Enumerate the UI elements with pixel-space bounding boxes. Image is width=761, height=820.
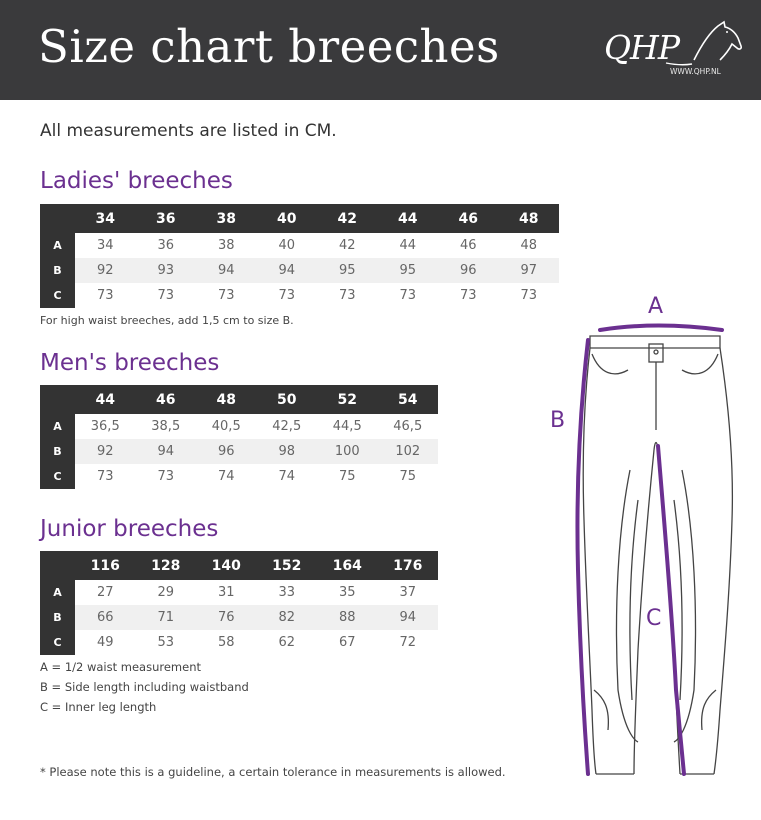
table-cell: 58 bbox=[196, 630, 257, 655]
table-cell: 35 bbox=[317, 580, 378, 605]
table-cell: 40 bbox=[257, 233, 318, 258]
table-row bbox=[40, 439, 438, 464]
table-cell: 93 bbox=[136, 258, 197, 283]
size-header: 44 bbox=[378, 204, 439, 233]
table-cell: 97 bbox=[499, 258, 560, 283]
table-cell: 46,5 bbox=[378, 414, 439, 439]
table-row bbox=[40, 630, 438, 655]
junior-title: Junior breeches bbox=[40, 516, 219, 542]
legend-c: C = Inner leg length bbox=[40, 700, 157, 714]
table-cell: 33 bbox=[257, 580, 318, 605]
table-cell: 73 bbox=[196, 283, 257, 308]
table-cell: 95 bbox=[317, 258, 378, 283]
table-corner bbox=[40, 551, 75, 580]
size-header: 38 bbox=[196, 204, 257, 233]
table-cell: 72 bbox=[378, 630, 439, 655]
size-header: 34 bbox=[75, 204, 136, 233]
size-header: 164 bbox=[317, 551, 378, 580]
intro-text: All measurements are listed in CM. bbox=[40, 121, 337, 141]
table-cell: 67 bbox=[317, 630, 378, 655]
table-row bbox=[40, 258, 559, 283]
table-cell: 37 bbox=[378, 580, 439, 605]
table-cell: 73 bbox=[378, 283, 439, 308]
table-cell: 98 bbox=[257, 439, 318, 464]
qhp-logo bbox=[596, 18, 746, 84]
table-corner bbox=[40, 385, 75, 414]
table-cell: 73 bbox=[75, 283, 136, 308]
row-label: B bbox=[40, 605, 75, 630]
table-cell: 75 bbox=[378, 464, 439, 489]
side-length-measure-line bbox=[577, 340, 588, 774]
table-cell: 34 bbox=[75, 233, 136, 258]
diagram-label-c: C bbox=[646, 606, 662, 631]
size-header: 140 bbox=[196, 551, 257, 580]
size-header: 42 bbox=[317, 204, 378, 233]
table-cell: 96 bbox=[196, 439, 257, 464]
table-header-row bbox=[40, 204, 559, 233]
diagram-label-a: A bbox=[648, 294, 664, 319]
table-header-row bbox=[40, 551, 438, 580]
size-header: 50 bbox=[257, 385, 318, 414]
table-cell: 40,5 bbox=[196, 414, 257, 439]
table-cell: 73 bbox=[136, 283, 197, 308]
breeches-diagram bbox=[548, 290, 761, 790]
table-cell: 46 bbox=[438, 233, 499, 258]
size-header: 152 bbox=[257, 551, 318, 580]
table-cell: 53 bbox=[136, 630, 197, 655]
tolerance-note: * Please note this is a guideline, a certain tolerance in measurements is allowed. bbox=[40, 765, 506, 779]
row-label: A bbox=[40, 233, 75, 258]
waist-measure-line bbox=[600, 326, 722, 331]
table-cell: 49 bbox=[75, 630, 136, 655]
table-header-row bbox=[40, 385, 438, 414]
table-cell: 73 bbox=[317, 283, 378, 308]
table-cell: 27 bbox=[75, 580, 136, 605]
table-cell: 36 bbox=[136, 233, 197, 258]
table-cell: 73 bbox=[257, 283, 318, 308]
size-header: 176 bbox=[378, 551, 439, 580]
table-row bbox=[40, 414, 438, 439]
table-cell: 94 bbox=[136, 439, 197, 464]
men-title: Men's breeches bbox=[40, 350, 220, 376]
ladies-size-table bbox=[40, 204, 559, 308]
table-cell: 74 bbox=[196, 464, 257, 489]
row-label: A bbox=[40, 414, 75, 439]
table-cell: 71 bbox=[136, 605, 197, 630]
table-cell: 96 bbox=[438, 258, 499, 283]
table-cell: 73 bbox=[499, 283, 560, 308]
row-label: C bbox=[40, 283, 75, 308]
table-row bbox=[40, 283, 559, 308]
size-header: 116 bbox=[75, 551, 136, 580]
table-cell: 73 bbox=[75, 464, 136, 489]
table-cell: 94 bbox=[196, 258, 257, 283]
row-label: B bbox=[40, 258, 75, 283]
table-cell: 76 bbox=[196, 605, 257, 630]
legend-a: A = 1/2 waist measurement bbox=[40, 660, 202, 674]
logo-url: WWW.QHP.NL bbox=[670, 67, 721, 76]
row-label: A bbox=[40, 580, 75, 605]
size-header: 128 bbox=[136, 551, 197, 580]
size-header: 52 bbox=[317, 385, 378, 414]
legend-b: B = Side length including waistband bbox=[40, 680, 249, 694]
logo-wordmark: QHP bbox=[604, 28, 680, 67]
table-cell: 73 bbox=[136, 464, 197, 489]
size-header: 44 bbox=[75, 385, 136, 414]
size-header: 48 bbox=[196, 385, 257, 414]
table-cell: 66 bbox=[75, 605, 136, 630]
table-cell: 92 bbox=[75, 439, 136, 464]
size-header: 36 bbox=[136, 204, 197, 233]
table-cell: 74 bbox=[257, 464, 318, 489]
table-cell: 38 bbox=[196, 233, 257, 258]
table-corner bbox=[40, 204, 75, 233]
size-header: 54 bbox=[378, 385, 439, 414]
table-row bbox=[40, 233, 559, 258]
table-cell: 62 bbox=[257, 630, 318, 655]
ladies-title: Ladies' breeches bbox=[40, 168, 233, 194]
table-row bbox=[40, 580, 438, 605]
row-label: C bbox=[40, 464, 75, 489]
table-cell: 44 bbox=[378, 233, 439, 258]
table-row bbox=[40, 464, 438, 489]
table-row bbox=[40, 605, 438, 630]
table-cell: 94 bbox=[257, 258, 318, 283]
table-cell: 92 bbox=[75, 258, 136, 283]
table-cell: 102 bbox=[378, 439, 439, 464]
table-cell: 100 bbox=[317, 439, 378, 464]
table-cell: 94 bbox=[378, 605, 439, 630]
table-cell: 82 bbox=[257, 605, 318, 630]
table-cell: 95 bbox=[378, 258, 439, 283]
high-waist-note: For high waist breeches, add 1,5 cm to size B. bbox=[40, 314, 294, 327]
table-cell: 42,5 bbox=[257, 414, 318, 439]
page-header bbox=[0, 0, 761, 100]
page-title: Size chart breeches bbox=[38, 20, 500, 73]
row-label: C bbox=[40, 630, 75, 655]
table-cell: 31 bbox=[196, 580, 257, 605]
junior-size-table bbox=[40, 551, 438, 655]
size-header: 40 bbox=[257, 204, 318, 233]
table-cell: 75 bbox=[317, 464, 378, 489]
men-size-table bbox=[40, 385, 438, 489]
table-cell: 38,5 bbox=[136, 414, 197, 439]
diagram-label-b: B bbox=[550, 408, 566, 433]
table-cell: 48 bbox=[499, 233, 560, 258]
table-cell: 36,5 bbox=[75, 414, 136, 439]
table-cell: 88 bbox=[317, 605, 378, 630]
breeches-illustration bbox=[548, 290, 761, 790]
size-header: 46 bbox=[438, 204, 499, 233]
table-cell: 29 bbox=[136, 580, 197, 605]
table-cell: 44,5 bbox=[317, 414, 378, 439]
size-header: 46 bbox=[136, 385, 197, 414]
table-cell: 42 bbox=[317, 233, 378, 258]
row-label: B bbox=[40, 439, 75, 464]
table-cell: 73 bbox=[438, 283, 499, 308]
inner-leg-measure-line bbox=[658, 446, 684, 774]
size-header: 48 bbox=[499, 204, 560, 233]
